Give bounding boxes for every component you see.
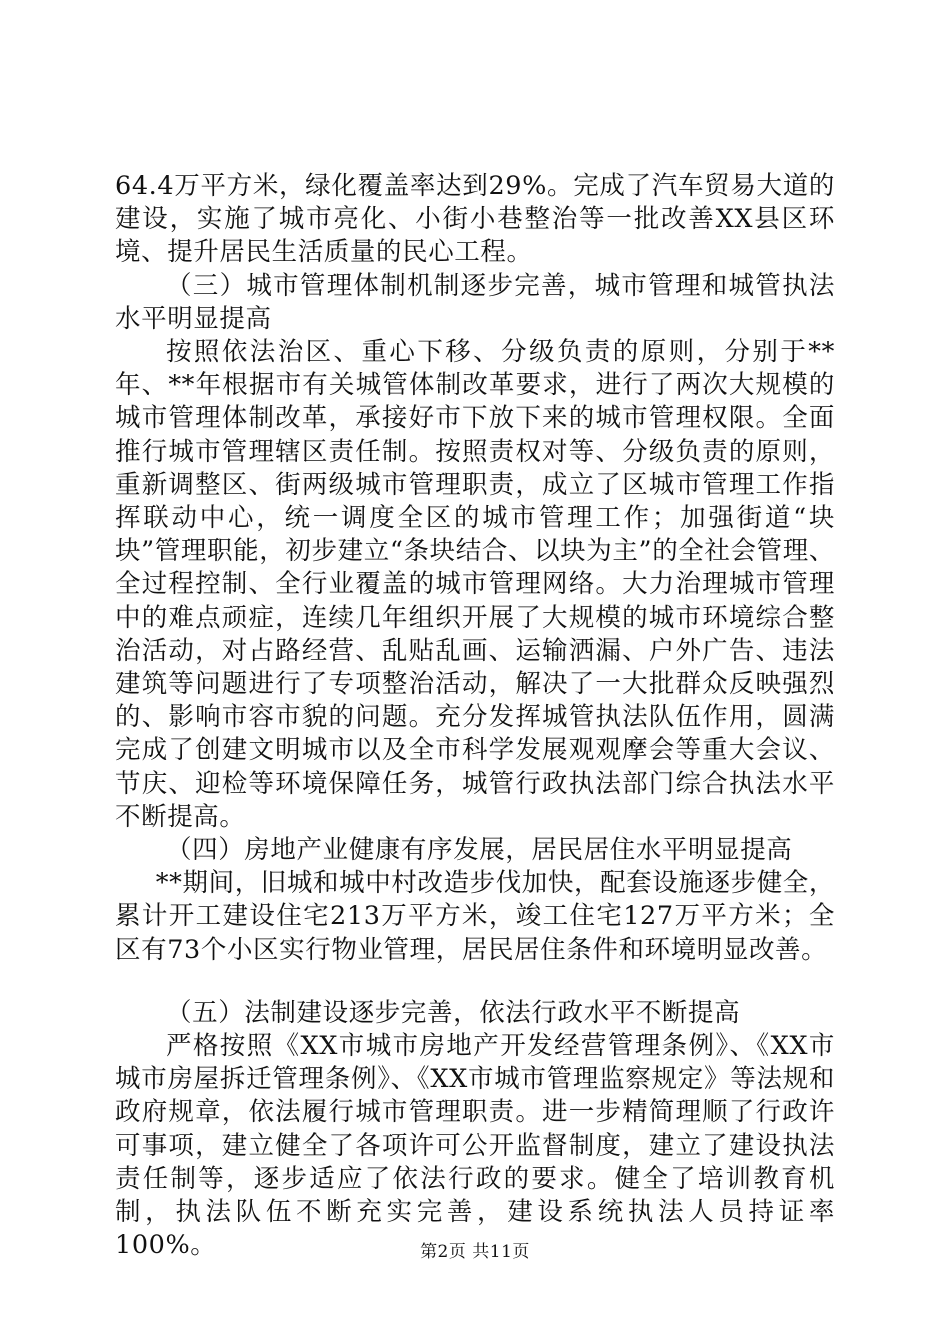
document-body bbox=[115, 170, 835, 1263]
paragraph-city-management: 按照依法治区、重心下移、分级负责的原则，分别于**年、**年根据市有关城管体制改革要求，进行了两次大规模的城市管理体制改革，承接好市下放下来的城市管理权限。全面推行城市管理辖区责任制。按照责权对等、分级负责的原则，重新调整区、街两级城市管理职责，成立了区城市管理工作指挥联动中心，统一调度全区的城市管理工作；加强街道“块块”管理职能，初步建立“条块结合、以块为主”的全社会管理、全过程控制、全行业覆盖的城市管理网络。大力治理城市管理中的难点顽症，连续几年组织开展了大规模的城市环境综合整治活动，对占路经营、乱贴乱画、运输洒漏、户外广告、违法建筑等问题进行了专项整治活动，解决了一大批群众反映强烈的、影响市容市貌的问题。充分发挥城管执法队伍作用，圆满完成了创建文明城市以及全市科学发展观观摩会等重大会议、节庆、迎检等环境保障任务，城管行政执法部门综合执法水平不断提高。 bbox=[115, 337, 835, 832]
heading-section-3: （三）城市管理体制机制逐步完善，城市管理和城管执法水平明显提高 bbox=[115, 270, 835, 334]
heading-section-4: （四）房地产业健康有序发展，居民居住水平明显提高 bbox=[166, 835, 793, 866]
page-number: 第2页 共11页 bbox=[420, 1242, 530, 1262]
paragraph-legal-construction: 严格按照《XX市城市房地产开发经营管理条例》、《XX市城市房屋拆迁管理条例》、《XX市城市管理监察规定》等法规和政府规章，依法履行城市管理职责。进一步精简理顺了行政许可事项，建立健全了各项许可公开监督制度，建立了建设执法责任制等，逐步适应了依法行政的要求。健全了培训教育机制，执法队伍不断充实完善，建设系统执法人员持证率100%。 bbox=[115, 1031, 835, 1261]
paragraph-greening-continuation: 64.4万平方米，绿化覆盖率达到29%。完成了汽车贸易大道的建设，实施了城市亮化、小街小巷整治等一批改善XX县区环境、提升居民生活质量的民心工程。 bbox=[115, 171, 835, 268]
heading-section-5: （五）法制建设逐步完善，依法行政水平不断提高 bbox=[166, 997, 741, 1028]
paragraph-gap bbox=[115, 967, 835, 997]
paragraph-real-estate: **期间，旧城和城中村改造步伐加快，配套设施逐步健全，累计开工建设住宅213万平方米，竣工住宅127万平方米；全区有73个小区实行物业管理，居民居住条件和环境明显改善。 bbox=[115, 868, 835, 965]
